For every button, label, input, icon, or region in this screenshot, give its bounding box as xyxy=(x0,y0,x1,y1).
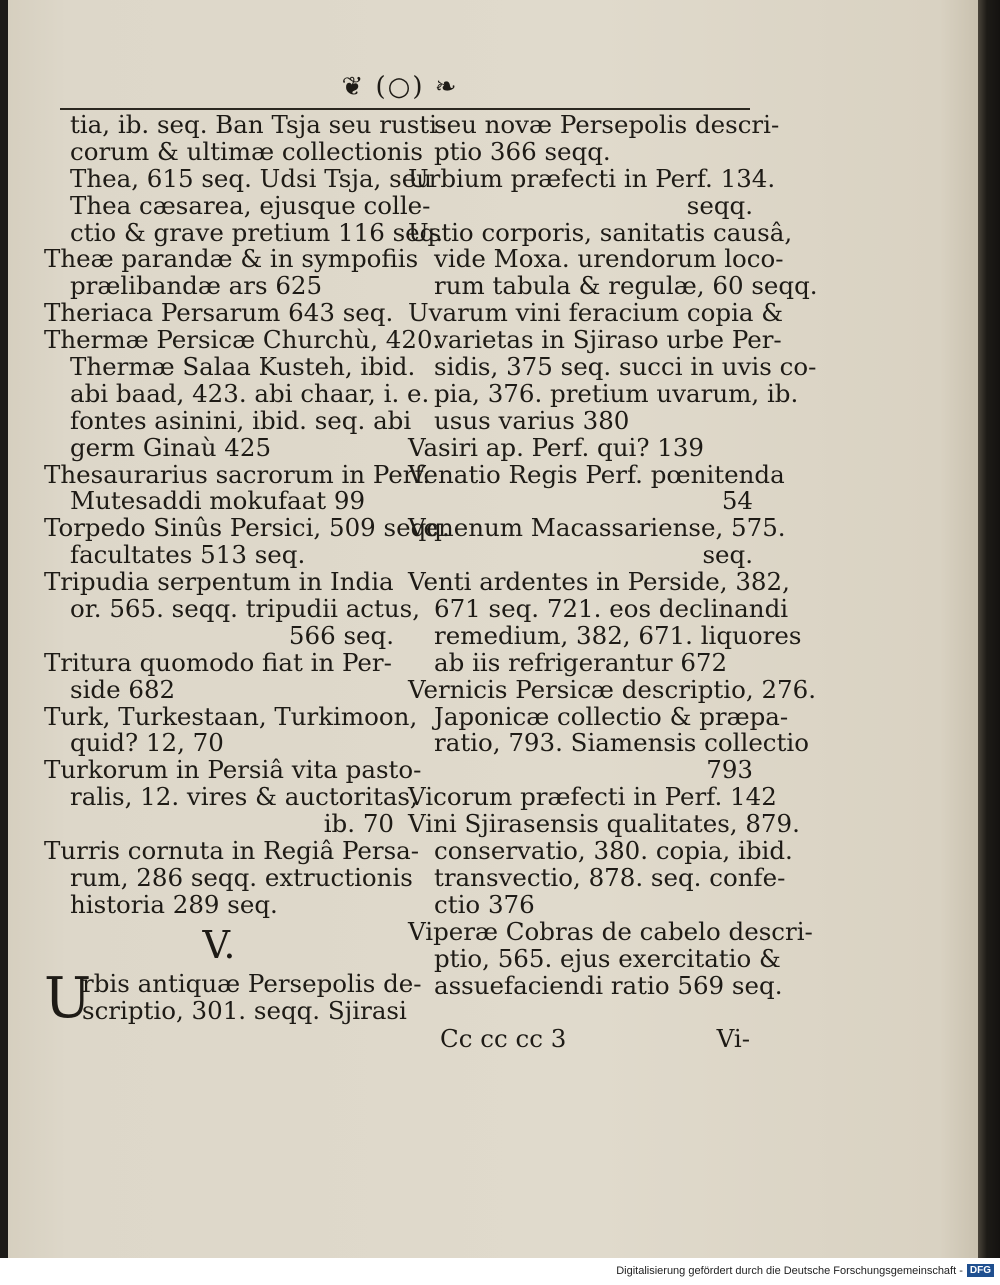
index-line: Venti ardentes in Perside, 382, xyxy=(408,567,790,597)
index-line: Tripudia serpentum in India xyxy=(44,567,394,597)
index-line: rum tabula & regulæ, 60 seqq. xyxy=(434,271,818,301)
digitization-credit xyxy=(616,1264,994,1277)
index-line: Uvarum vini feracium copia & xyxy=(408,298,784,328)
index-line: ctio & grave pretium 116 seq. xyxy=(70,217,444,247)
index-line: rum, 286 seqq. extructionis xyxy=(70,862,413,892)
index-line: rbis antiquæ Persepolis de- xyxy=(82,968,422,998)
index-line: ctio 376 xyxy=(434,889,535,919)
index-line: abi baad, 423. abi chaar, i. e. xyxy=(70,378,430,408)
binding-edge xyxy=(978,0,1000,1258)
index-line: Tritura quomodo fiat in Per- xyxy=(44,647,392,677)
index-line: side 682 xyxy=(70,674,176,704)
index-line: Theriaca Persarum 643 seq. xyxy=(44,298,394,328)
index-line: Venenum Macassariense, 575. xyxy=(408,513,786,543)
index-line: seq. xyxy=(702,540,753,570)
index-line: vide Moxa. urendorum loco- xyxy=(434,244,784,274)
index-line: ab iis refrigerantur 672 xyxy=(434,647,728,677)
index-line: Turk, Turkestaan, Turkimoon, xyxy=(44,701,418,731)
index-line: Theæ parandæ & in sympofiis xyxy=(44,244,419,274)
index-line: Japonicæ collectio & præpa- xyxy=(434,701,789,731)
index-line: Torpedo Sinûs Persici, 509 seqq. xyxy=(44,513,450,543)
section-letter: V. xyxy=(202,922,236,967)
index-line: ptio, 565. ejus exercitatio & xyxy=(434,943,781,973)
index-line: Thermæ Persicæ Churchù, 420. xyxy=(44,325,441,355)
index-line: Thea cæsarea, ejusque colle- xyxy=(70,190,431,220)
catchword: Vi- xyxy=(716,1024,750,1053)
drop-cap-entry xyxy=(44,965,422,1031)
index-line: or. 565. seqq. tripudii actus, xyxy=(70,594,421,624)
index-line: Mutesaddi mokufaat 99 xyxy=(70,486,366,516)
drop-cap: U xyxy=(44,965,92,1031)
page-footer xyxy=(440,1024,750,1053)
index-line: ib. 70 xyxy=(323,809,394,839)
index-line: Thesaurarius sacrorum in Perf. xyxy=(44,459,431,489)
index-line: seu novæ Persepolis descri- xyxy=(434,110,780,139)
index-line: Venatio Regis Perf. pœnitenda xyxy=(408,459,785,489)
index-line: 566 seq. xyxy=(288,620,394,650)
index-line: Ustio corporis, sanitatis causâ, xyxy=(408,217,793,247)
index-line: historia 289 seq. xyxy=(70,889,278,919)
index-line: conservatio, 380. copia, ibid. xyxy=(434,836,793,866)
index-line: prælibandæ ars 625 xyxy=(70,271,323,301)
index-line: Vasiri ap. Perf. qui? 139 xyxy=(408,432,705,462)
index-line: quid? 12, 70 xyxy=(70,728,224,758)
index-line: Urbium præfecti in Perf. 134. xyxy=(408,163,776,193)
index-line: Turris cornuta in Regiâ Persa- xyxy=(44,836,420,866)
index-line: Turkorum in Persiâ vita pasto- xyxy=(44,755,422,785)
index-line: sidis, 375 seq. succi in uvis co- xyxy=(434,352,817,382)
index-line: tia, ib. seq. Ban Tsja seu rusti- xyxy=(70,110,446,139)
index-line: Vicorum præfecti in Perf. 142 xyxy=(408,782,777,812)
index-line: germ Ginaù 425 xyxy=(70,432,272,462)
signature-mark: Cc cc cc 3 xyxy=(440,1024,567,1053)
dfg-logo: DFG xyxy=(967,1264,994,1277)
index-line: seqq. xyxy=(686,190,753,220)
index-line: varietas in Sjiraso urbe Per- xyxy=(434,325,782,355)
index-line: Viperæ Cobras de cabelo descri- xyxy=(408,916,813,946)
index-line: 793 xyxy=(706,755,753,785)
index-line: Vini Sjirasensis qualitates, 879. xyxy=(408,809,800,839)
index-line: pia, 376. pretium uvarum, ib. xyxy=(434,378,799,408)
index-line: fontes asinini, ibid. seq. abi xyxy=(70,405,412,435)
index-line: transvectio, 878. seq. confe- xyxy=(434,862,786,892)
index-line: ptio 366 seqq. xyxy=(434,136,611,166)
index-line: corum & ultimæ collectionis xyxy=(70,136,423,166)
right-column xyxy=(408,110,818,1000)
index-line: Vernicis Persicæ descriptio, 276. xyxy=(408,674,816,704)
index-line: usus varius 380 xyxy=(434,405,630,435)
index-line: scriptio, 301. seqq. Sjirasi xyxy=(82,995,407,1025)
index-line: 671 seq. 721. eos declinandi xyxy=(434,594,789,624)
index-line: facultates 513 seq. xyxy=(70,540,306,570)
index-line: Thea, 615 seq. Udsi Tsja, seu xyxy=(70,163,432,193)
index-line: Thermæ Salaa Kusteh, ibid. xyxy=(70,352,416,382)
index-line: ralis, 12. vires & auctoritas, xyxy=(70,782,418,812)
left-column xyxy=(44,110,450,1031)
index-line: remedium, 382, 671. liquores xyxy=(434,620,802,650)
index-line: assuefaciendi ratio 569 seq. xyxy=(434,970,783,1000)
page-header-ornament: ❦ (○) ❧ xyxy=(341,72,459,102)
index-line: 54 xyxy=(721,486,753,516)
credit-text: Digitalisierung gefördert durch die Deutsche Forschungsgemeinschaft - xyxy=(616,1264,963,1277)
index-line: ratio, 793. Siamensis collectio xyxy=(434,728,809,758)
